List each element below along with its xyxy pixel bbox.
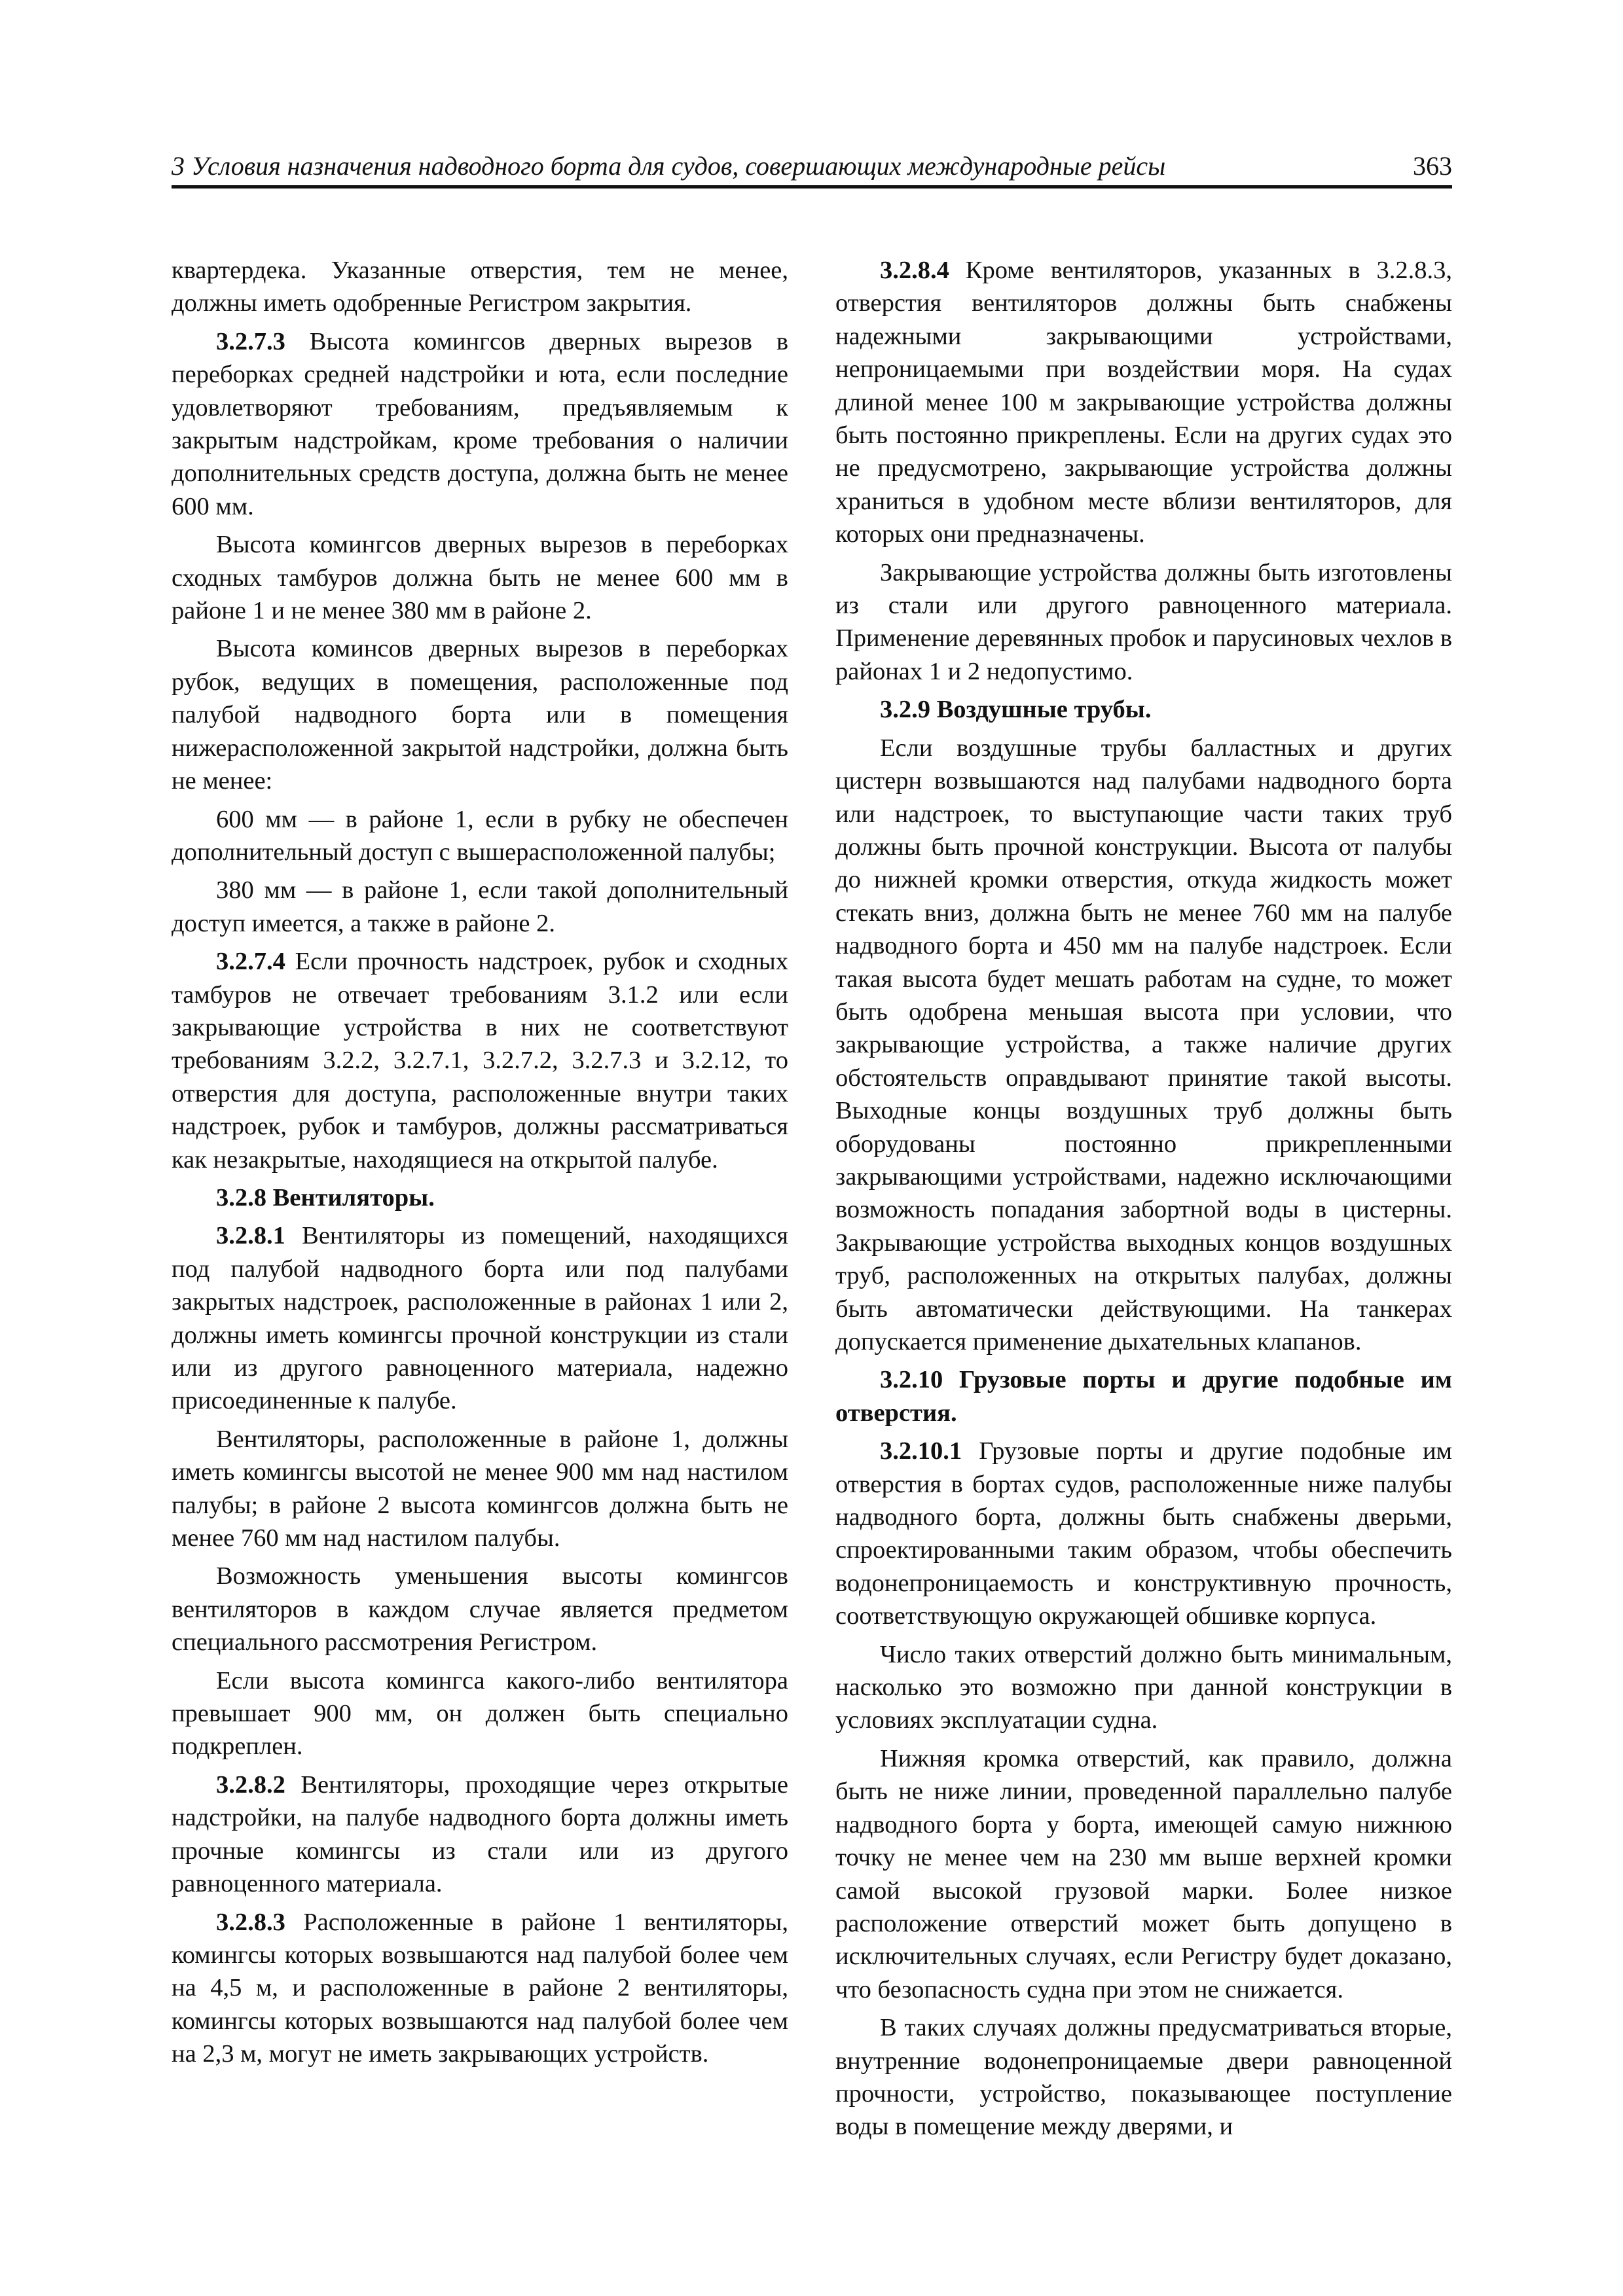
clause-number: 3.2.7.4 bbox=[216, 948, 285, 976]
clause-number: 3.2.8.2 bbox=[216, 1770, 285, 1799]
paragraph: В таких случаях должны предусматриваться вторые, внутренние водонепроницаемые двери равноценной прочности, устройство, показывающее поступление воды в помещение между дверями, и bbox=[835, 2014, 1452, 2141]
section-heading-ventilators: 3.2.8 Вентиляторы. bbox=[216, 1183, 435, 1211]
left-column bbox=[172, 254, 788, 2076]
paragraph: Высота комингсов дверных вырезов в переборках сходных тамбуров должна быть не менее 600 мм в районе 1 и не менее 380 мм в районе 2. bbox=[172, 531, 788, 625]
paragraph: Высота коминсов дверных вырезов в переборках рубок, ведущих в помещения, расположенные под палубой надводного борта или в помещения нижерасположенной закрытой надстройки, должна быть не менее: bbox=[172, 635, 788, 795]
clause-number: 3.2.7.3 bbox=[216, 327, 285, 355]
clause-text: Кроме вентиляторов, указанных в 3.2.8.3, отверстия вентиляторов должны быть снабжены надежными закрывающими устройствами, непроницаемыми при воздействии моря. На судах длиной менее 100 м закрывающие устройства должны быть постоянно прикреплены. Если на других судах это не предусмотрено, закрывающие устройства должны храниться в удобном месте вблизи вентиляторов, для которых они предназначены. bbox=[835, 257, 1452, 548]
clause-text: Вентиляторы, проходящие через открытые надстройки, на палубе надводного борта должны иметь прочные комингсы из стали или из другого равноценного материала. bbox=[172, 1770, 788, 1898]
paragraph bbox=[172, 325, 788, 523]
clause-text: Если прочность надстроек, рубок и сходных тамбуров не отвечает требованиям 3.1.2 или если закрывающие устройства в них не соответствуют требованиям 3.2.2, 3.2.7.1, 3.2.7.2, 3.2.7.3 и 3.2.12, то отверстия для доступа, расположенные внутри таких надстроек, рубок и тамбуров, должны рассматриваться как незакрытые, находящиеся на открытой палубе. bbox=[172, 948, 788, 1174]
paragraph bbox=[172, 1219, 788, 1417]
paragraph bbox=[172, 945, 788, 1176]
page-number: 363 bbox=[1413, 151, 1452, 181]
running-header bbox=[172, 143, 1452, 188]
section-heading-cargo-ports: 3.2.10 Грузовые порты и другие подобные им отверстия. bbox=[835, 1366, 1452, 1427]
paragraph bbox=[172, 1906, 788, 2071]
paragraph bbox=[835, 254, 1452, 551]
paragraph: Если воздушные трубы балластных и других цистерн возвышаются над палубами надводного борта или надстроек, то выступающие части таких труб должны быть прочной конструкции. Высота от палубы до нижней кромки отверстия, откуда жидкость может стекать вниз, должна быть не менее 760 мм на палубе надводного борта и 450 мм на палубе надстроек. Если такая высота будет мешать работам на судне, то может быть одобрена меньшая высота при условии, что закрывающие устройства, а также наличие других обстоятельств оправдывают принятие такой высоты. Выходные концы воздушных труб должны быть оборудованы постоянно прикрепленными закрывающими устройствами, надежно исключающими возможность попадания забортной воды в цистерны. Закрывающие устройства выходных концов воздушных труб, расположенных на открытых палубах, должны быть автоматически действующими. На танкерах допускается применение дыхательных клапанов. bbox=[835, 734, 1452, 1355]
paragraph: квартердека. Указанные отверстия, тем не менее, должны иметь одобренные Регистром закрытия. bbox=[172, 257, 788, 317]
paragraph bbox=[835, 1435, 1452, 1632]
clause-number: 3.2.8.3 bbox=[216, 1908, 285, 1936]
right-column bbox=[835, 254, 1452, 2149]
paragraph: Число таких отверстий должно быть минимальным, насколько это возможно при данной конструкции в условиях эксплуатации судна. bbox=[835, 1640, 1452, 1734]
paragraph: 380 мм — в районе 1, если такой дополнительный доступ имеется, а также в районе 2. bbox=[172, 876, 788, 937]
clause-number: 3.2.10.1 bbox=[880, 1437, 962, 1465]
paragraph: Закрывающие устройства должны быть изготовлены из стали или другого равноценного материала. Применение деревянных пробок и парусиновых чехлов в районах 1 и 2 недопустимо. bbox=[835, 558, 1452, 685]
paragraph: 600 мм — в районе 1, если в рубку не обеспечен дополнительный доступ с вышерасположенной палубы; bbox=[172, 805, 788, 866]
clause-number: 3.2.8.1 bbox=[216, 1222, 285, 1250]
paragraph: Вентиляторы, расположенные в районе 1, должны иметь комингсы высотой не менее 900 мм над настилом палубы; в районе 2 высота комингсов должна быть не менее 760 мм над настилом палубы. bbox=[172, 1425, 788, 1552]
clause-text: Вентиляторы из помещений, находящихся под палубой надводного борта или под палубами закрытых надстроек, расположенные в районах 1 или 2, должны иметь комингсы прочной конструкции из стали или из другого равноценного материала, надежно присоединенные к палубе. bbox=[172, 1222, 788, 1415]
paragraph bbox=[172, 1768, 788, 1901]
clause-text: Грузовые порты и другие подобные им отверстия в бортах судов, расположенные ниже палубы надводного борта, должны быть снабжены дверьми, спроектированными таким образом, чтобы обеспечить водонепроницаемость и конструктивную прочность, соответствующую окружающей обшивке корпуса. bbox=[835, 1437, 1452, 1630]
section-heading-air-pipes: 3.2.9 Воздушные трубы. bbox=[880, 696, 1152, 724]
paragraph: Нижняя кромка отверстий, как правило, должна быть не ниже линии, проведенной параллельно палубе надводного борта у борта, имеющей самую нижнюю точку не менее чем на 230 мм выше верхней кромки самой высокой грузовой марки. Более низкое расположение отверстий может быть допущено в исключительных случаях, если Регистру будет доказано, что безопасность судна при этом не снижается. bbox=[835, 1744, 1452, 2003]
paragraph: Возможность уменьшения высоты комингсов вентиляторов в каждом случае является предметом специального рассмотрения Регистром. bbox=[172, 1562, 788, 1657]
paragraph: Если высота комингса какого-либо вентилятора превышает 900 мм, он должен быть специально подкреплен. bbox=[172, 1666, 788, 1761]
clause-text: Высота комингсов дверных вырезов в переборках средней надстройки и юта, если последние удовлетворяют требованиям, предъявляемым к закрытым надстройкам, кроме требования о наличии дополнительных средств доступа, должна быть не менее 600 мм. bbox=[172, 327, 788, 520]
header-title: 3 Условия назначения надводного борта для судов, совершающих международные рейсы bbox=[172, 151, 1166, 181]
clause-number: 3.2.8.4 bbox=[880, 257, 949, 284]
clause-text: Расположенные в районе 1 вентиляторы, комингсы которых возвышаются над палубой более чем на 4,5 м, и расположенные в районе 2 вентиляторы, комингсы которых возвышаются над палубой более чем на 2,3 м, могут не иметь закрывающих устройств. bbox=[172, 1908, 788, 2068]
